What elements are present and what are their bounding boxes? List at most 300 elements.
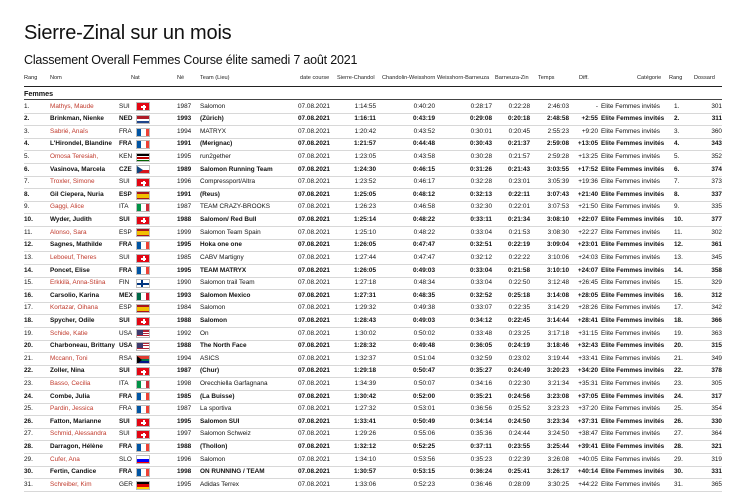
- cell-nom: Omosa Teresiah,: [50, 153, 99, 161]
- cell-team: MATRYX: [200, 127, 227, 135]
- cell-ne: 1989: [177, 165, 192, 173]
- cell-categorie: Elite Femmes invités: [601, 216, 665, 224]
- cell-weisshorn-barneuza: 0:28:17: [470, 102, 492, 110]
- page-title: Sierre-Zinal sur un mois: [24, 22, 232, 44]
- cell-category-rang: 2.: [674, 115, 680, 123]
- table-row: [24, 315, 722, 328]
- cell-chandolin-weisshorn: 0:49:48: [412, 342, 435, 350]
- cell-barneuza-zinal: 0:22:01: [508, 203, 530, 211]
- cell-nom: Fatton, Marianne: [50, 417, 102, 425]
- cell-barneuza-zinal: 0:22:39: [508, 455, 530, 463]
- cell-nat: ESP: [119, 190, 132, 198]
- cell-rang: 3.: [24, 127, 30, 135]
- cell-team: run2gether: [200, 153, 231, 161]
- flag-spain-icon: [136, 304, 150, 313]
- cell-sierre-chandolin: 1:29:26: [354, 430, 376, 438]
- section-label: Femmes: [24, 89, 54, 98]
- cell-diff: +13:25: [578, 153, 598, 161]
- cell-diff: +40:05: [578, 455, 598, 463]
- cell-categorie: Elite Femmes invités: [601, 468, 665, 476]
- header-sierre: Sierre-Chandol: [337, 75, 375, 81]
- cell-nat: KEN: [119, 153, 133, 161]
- cell-barneuza-zinal: 0:24:50: [507, 417, 530, 425]
- cell-nat: SUI: [119, 102, 130, 110]
- cell-date: 07.08.2021: [298, 342, 330, 350]
- cell-nat: ITA: [119, 380, 129, 387]
- cell-date: 07.08.2021: [298, 480, 330, 488]
- cell-ne: 1995: [177, 153, 192, 161]
- cell-chandolin-weisshorn: 0:46:58: [413, 203, 435, 211]
- cell-dossard: 301: [711, 102, 722, 110]
- cell-categorie: Elite Femmes invités: [601, 455, 660, 463]
- cell-category-rang: 25.: [674, 405, 683, 413]
- cell-sierre-chandolin: 1:25:14: [353, 216, 376, 224]
- cell-weisshorn-barneuza: 0:37:11: [470, 443, 492, 451]
- cell-barneuza-zinal: 0:22:22: [508, 253, 530, 261]
- cell-category-rang: 17.: [674, 304, 683, 312]
- cell-temps: 3:14:08: [546, 291, 569, 299]
- cell-date: 07.08.2021: [298, 153, 330, 161]
- cell-nat: FRA: [119, 443, 133, 451]
- cell-sierre-chandolin: 1:24:30: [353, 165, 376, 173]
- cell-team: Compressport/Altra: [200, 178, 256, 186]
- cell-date: 07.08.2021: [298, 304, 330, 312]
- cell-rang: 8.: [24, 190, 30, 198]
- cell-dossard: 358: [711, 266, 722, 274]
- cell-barneuza-zinal: 0:24:44: [508, 430, 530, 438]
- table-row: [24, 391, 722, 404]
- cell-diff: +21:50: [578, 203, 598, 211]
- cell-ne: 1991: [177, 140, 192, 148]
- flag-spain-icon: [136, 191, 150, 200]
- cell-sierre-chandolin: 1:23:05: [354, 153, 376, 161]
- cell-nom: Pardin, Jessica: [50, 405, 94, 413]
- cell-chandolin-weisshorn: 0:49:03: [412, 316, 435, 324]
- cell-date: 07.08.2021: [298, 165, 330, 173]
- cell-nom: Gaggi, Alice: [50, 203, 85, 211]
- cell-categorie: Elite Femmes invités: [601, 367, 665, 375]
- cell-ne: 1988: [177, 443, 192, 451]
- cell-nat: SUI: [119, 430, 130, 438]
- cell-diff: +37:31: [577, 417, 598, 425]
- cell-weisshorn-barneuza: 0:30:01: [470, 127, 492, 135]
- cell-dossard: 360: [711, 127, 722, 135]
- cell-nom: Alonso, Sara: [50, 228, 87, 236]
- table-row: [24, 278, 722, 291]
- cell-team: ASICS: [200, 354, 220, 362]
- cell-categorie: Elite Femmes invités: [601, 241, 665, 249]
- cell-nom: Schide, Katie: [50, 329, 88, 337]
- cell-team: Salomon/ Red Bull: [200, 216, 257, 224]
- cell-temps: 3:18:46: [546, 342, 569, 350]
- cell-temps: 3:17:18: [547, 329, 569, 337]
- cell-barneuza-zinal: 0:25:18: [507, 291, 530, 299]
- cell-temps: 3:23:34: [546, 417, 569, 425]
- cell-barneuza-zinal: 0:25:41: [507, 468, 530, 476]
- cell-dossard: 364: [711, 430, 722, 438]
- header-dossard: Dossard: [694, 75, 715, 81]
- cell-ne: 1987: [177, 367, 192, 375]
- cell-chandolin-weisshorn: 0:49:03: [412, 266, 435, 274]
- cell-dossard: 305: [711, 380, 722, 387]
- cell-category-rang: 4.: [674, 140, 680, 148]
- cell-nom: Schreiber, Kim: [50, 480, 92, 488]
- flag-slovenia-icon: [136, 455, 150, 464]
- cell-nom: Charboneau, Brittany: [50, 342, 115, 350]
- cell-diff: +28:05: [577, 291, 598, 299]
- cell-barneuza-zinal: 0:23:02: [508, 354, 530, 362]
- cell-temps: 3:07:53: [547, 203, 569, 211]
- cell-diff: +2:55: [581, 115, 598, 123]
- cell-nat: ESP: [119, 304, 132, 312]
- cell-categorie: Elite Femmes invités: [601, 190, 665, 198]
- cell-categorie: Elite Femmes invités: [601, 405, 660, 413]
- cell-nom: Wyder, Judith: [50, 216, 92, 224]
- cell-date: 07.08.2021: [298, 266, 330, 274]
- cell-diff: +28:26: [578, 304, 598, 312]
- cell-barneuza-zinal: 0:22:28: [508, 102, 530, 110]
- cell-weisshorn-barneuza: 0:32:59: [470, 354, 492, 362]
- header-chandolin: Chandolin-Weisshorn: [382, 75, 436, 81]
- cell-date: 07.08.2021: [298, 380, 330, 387]
- cell-ne: 1985: [177, 392, 192, 400]
- cell-category-rang: 5.: [674, 153, 680, 161]
- cell-weisshorn-barneuza: 0:35:23: [470, 455, 492, 463]
- cell-temps: 2:46:03: [547, 102, 569, 110]
- cell-categorie: Elite Femmes invités: [601, 417, 665, 425]
- table-row: [24, 341, 722, 354]
- cell-rang: 2.: [24, 115, 30, 123]
- cell-team: On: [200, 329, 209, 337]
- header-team: Team (Lieu): [200, 75, 230, 81]
- cell-dossard: 352: [711, 153, 722, 161]
- cell-categorie: Elite Femmes invités: [601, 443, 665, 451]
- cell-date: 07.08.2021: [298, 127, 330, 135]
- cell-weisshorn-barneuza: 0:33:11: [470, 216, 492, 224]
- cell-team: Salomon: [200, 102, 226, 110]
- cell-category-rang: 31.: [674, 480, 683, 488]
- cell-rang: 11.: [24, 228, 33, 236]
- cell-weisshorn-barneuza: 0:36:05: [469, 342, 492, 350]
- cell-dossard: 319: [711, 455, 722, 463]
- cell-categorie: Elite Femmes invités: [601, 342, 665, 350]
- cell-chandolin-weisshorn: 0:48:12: [412, 190, 435, 198]
- cell-team: (Reus): [200, 190, 220, 198]
- cell-rang: 15.: [24, 279, 33, 287]
- header-nom: Nom: [50, 75, 62, 81]
- cell-team: Salomon Team Spain: [200, 228, 261, 236]
- cell-ne: 1992: [177, 329, 192, 337]
- cell-chandolin-weisshorn: 0:48:34: [413, 279, 435, 287]
- cell-diff: -: [595, 102, 598, 110]
- table-row: [24, 378, 722, 391]
- cell-nat: FRA: [119, 241, 133, 249]
- cell-barneuza-zinal: 0:21:58: [507, 266, 530, 274]
- header-rang: Rang: [24, 75, 38, 81]
- cell-category-rang: 19.: [674, 329, 683, 337]
- cell-rang: 29.: [24, 455, 33, 463]
- cell-dossard: 315: [711, 342, 722, 350]
- cell-weisshorn-barneuza: 0:32:30: [470, 203, 492, 211]
- cell-rang: 21.: [24, 354, 33, 362]
- header-weisshorn: Weisshorn-Barneuza: [437, 75, 490, 81]
- cell-team: Salomon SUI: [200, 417, 240, 425]
- header-nat: Nat: [131, 75, 140, 81]
- cell-nat: USA: [119, 342, 133, 350]
- cell-sierre-chandolin: 1:27:44: [354, 253, 376, 261]
- cell-weisshorn-barneuza: 0:36:56: [470, 405, 492, 413]
- cell-diff: +37:05: [577, 392, 598, 400]
- cell-ne: 1993: [177, 291, 192, 299]
- cell-temps: 3:23:23: [547, 405, 569, 413]
- cell-nat: FRA: [119, 405, 132, 413]
- cell-team: TEAM CRAZY-BROOKS: [200, 203, 271, 211]
- flag-france-icon: [136, 128, 150, 137]
- cell-categorie: Elite Femmes invités: [601, 316, 665, 324]
- cell-categorie: Elite Femmes invités: [601, 115, 665, 123]
- cell-ne: 1994: [177, 354, 192, 362]
- cell-weisshorn-barneuza: 0:33:04: [469, 266, 492, 274]
- cell-sierre-chandolin: 1:32:37: [354, 354, 376, 362]
- cell-team: (Thollon): [200, 443, 228, 451]
- table-row: [24, 416, 722, 429]
- cell-nat: SUI: [119, 216, 130, 224]
- cell-diff: +24:07: [577, 266, 598, 274]
- cell-ne: 1985: [177, 253, 192, 261]
- cell-ne: 1987: [177, 203, 192, 211]
- cell-rang: 22.: [24, 367, 33, 375]
- cell-category-rang: 3.: [674, 127, 680, 135]
- cell-nom: Troxler, Simone: [50, 178, 95, 186]
- cell-categorie: Elite Femmes invités: [601, 392, 665, 400]
- cell-dossard: 302: [711, 228, 722, 236]
- cell-rang: 12.: [24, 241, 33, 249]
- cell-nom: Brinkman, Nienke: [50, 115, 104, 123]
- cell-category-rang: 11.: [674, 228, 683, 236]
- cell-nom: Gil Ciepera, Nuria: [50, 190, 104, 198]
- cell-category-rang: 7.: [674, 178, 680, 186]
- cell-barneuza-zinal: 0:20:45: [508, 127, 530, 135]
- table-row: [24, 177, 722, 190]
- cell-nom: Erkkilä, Anna-Stiina: [50, 279, 106, 287]
- cell-temps: 3:14:29: [547, 304, 569, 312]
- table-row: [24, 353, 722, 366]
- cell-sierre-chandolin: 1:28:32: [353, 342, 376, 350]
- cell-diff: +22:27: [578, 228, 598, 236]
- flag-switzerland-icon: [136, 102, 150, 111]
- page-subtitle: Classement Overall Femmes Course élite samedi 7 août 2021: [24, 53, 358, 67]
- flag-switzerland-icon: [136, 216, 150, 225]
- cell-temps: 3:26:17: [546, 468, 569, 476]
- header-categorie: Catégorie: [637, 75, 662, 81]
- cell-sierre-chandolin: 1:29:18: [353, 367, 376, 375]
- cell-ne: 1995: [177, 266, 192, 274]
- cell-category-rang: 14.: [674, 266, 683, 274]
- table-row: [24, 303, 722, 316]
- cell-team: TEAM MATRYX: [200, 266, 247, 274]
- cell-categorie: Elite Femmes invités: [601, 178, 660, 186]
- cell-barneuza-zinal: 0:22:11: [508, 190, 530, 198]
- cell-diff: +21:40: [577, 190, 598, 198]
- cell-category-rang: 26.: [674, 417, 683, 425]
- cell-date: 07.08.2021: [298, 253, 330, 261]
- cell-category-rang: 18.: [674, 316, 683, 324]
- cell-diff: +22:07: [577, 216, 598, 224]
- cell-barneuza-zinal: 0:28:09: [508, 480, 530, 488]
- cell-rang: 5.: [24, 153, 30, 161]
- cell-team: ON RUNNING / TEAM: [200, 468, 265, 476]
- cell-categorie: Elite Femmes invités: [601, 329, 660, 337]
- cell-diff: +39:41: [577, 443, 598, 451]
- cell-weisshorn-barneuza: 0:32:28: [470, 178, 492, 186]
- cell-team: CABV Martigny: [200, 253, 244, 261]
- cell-weisshorn-barneuza: 0:29:08: [469, 115, 492, 123]
- cell-ne: 1996: [177, 455, 192, 463]
- cell-dossard: 317: [711, 392, 722, 400]
- cell-sierre-chandolin: 1:26:05: [353, 266, 376, 274]
- cell-ne: 1990: [177, 279, 192, 287]
- cell-nat: SUI: [119, 178, 130, 186]
- cell-date: 07.08.2021: [298, 241, 330, 249]
- cell-weisshorn-barneuza: 0:30:28: [470, 153, 492, 161]
- cell-temps: 3:08:30: [547, 228, 569, 236]
- cell-category-rang: 23.: [674, 380, 683, 387]
- cell-rang: 1.: [24, 102, 30, 110]
- cell-weisshorn-barneuza: 0:32:13: [469, 190, 492, 198]
- cell-categorie: Elite Femmes invités: [601, 380, 660, 387]
- cell-temps: 3:19:44: [547, 354, 569, 362]
- cell-category-rang: 6.: [674, 165, 680, 173]
- cell-barneuza-zinal: 0:25:52: [508, 405, 530, 413]
- cell-weisshorn-barneuza: 0:30:43: [469, 140, 492, 148]
- cell-ne: 1998: [177, 468, 192, 476]
- cell-weisshorn-barneuza: 0:33:07: [470, 304, 492, 312]
- cell-temps: 3:07:43: [546, 190, 569, 198]
- flag-switzerland-icon: [136, 317, 150, 326]
- cell-dossard: 331: [711, 468, 722, 476]
- flag-switzerland-icon: [136, 367, 150, 376]
- cell-chandolin-weisshorn: 0:50:07: [413, 380, 435, 387]
- table-row: [24, 240, 722, 253]
- cell-nom: Carsolio, Karina: [50, 291, 100, 299]
- cell-diff: +24:03: [578, 253, 598, 261]
- cell-date: 07.08.2021: [298, 392, 330, 400]
- cell-dossard: 330: [711, 417, 722, 425]
- cell-rang: 25.: [24, 405, 33, 413]
- cell-chandolin-weisshorn: 0:53:01: [413, 405, 435, 413]
- cell-barneuza-zinal: 0:22:30: [508, 380, 530, 387]
- flag-france-icon: [136, 468, 150, 477]
- cell-categorie: Elite Femmes invités: [601, 253, 660, 261]
- cell-diff: +26:45: [578, 279, 598, 287]
- header-temps: Temps: [538, 75, 555, 81]
- flag-germany-icon: [136, 481, 150, 490]
- cell-team: (La Buisse): [200, 392, 235, 400]
- cell-ne: 1999: [177, 228, 192, 236]
- flag-italy-icon: [136, 380, 150, 389]
- cell-date: 07.08.2021: [298, 216, 330, 224]
- cell-temps: 3:08:10: [546, 216, 569, 224]
- cell-chandolin-weisshorn: 0:52:00: [412, 392, 435, 400]
- cell-ne: 1994: [177, 127, 192, 135]
- cell-category-rang: 22.: [674, 367, 683, 375]
- cell-nom: Spycher, Odile: [50, 316, 95, 324]
- cell-barneuza-zinal: 0:21:53: [508, 228, 530, 236]
- cell-nom: Mathys, Maude: [50, 102, 94, 110]
- cell-diff: +23:01: [577, 241, 598, 249]
- cell-sierre-chandolin: 1:27:31: [353, 291, 376, 299]
- cell-team: Salomon: [200, 316, 227, 324]
- cell-temps: 2:59:28: [547, 153, 569, 161]
- flag-finland-icon: [136, 279, 150, 288]
- cell-rang: 23.: [24, 380, 33, 387]
- cell-rang: 24.: [24, 392, 33, 400]
- cell-date: 07.08.2021: [298, 228, 330, 236]
- cell-category-rang: 1.: [674, 102, 680, 110]
- cell-weisshorn-barneuza: 0:32:51: [469, 241, 492, 249]
- cell-ne: 1995: [177, 417, 192, 425]
- cell-weisshorn-barneuza: 0:36:46: [470, 480, 492, 488]
- cell-weisshorn-barneuza: 0:33:48: [470, 329, 492, 337]
- cell-category-rang: 24.: [674, 392, 683, 400]
- cell-team: La sportiva: [200, 405, 232, 413]
- cell-date: 07.08.2021: [298, 140, 330, 148]
- cell-nom: Zoller, Nina: [50, 367, 85, 375]
- flag-usa-icon: [136, 329, 150, 338]
- cell-category-rang: 20.: [674, 342, 683, 350]
- cell-sierre-chandolin: 1:34:10: [354, 455, 376, 463]
- cell-dossard: 337: [711, 190, 722, 198]
- cell-nat: FRA: [119, 266, 133, 274]
- cell-barneuza-zinal: 0:21:57: [508, 153, 530, 161]
- cell-dossard: 373: [711, 178, 722, 186]
- cell-barneuza-zinal: 0:24:49: [507, 367, 530, 375]
- cell-sierre-chandolin: 1:20:42: [354, 127, 376, 135]
- cell-nom: Poncet, Elise: [50, 266, 90, 274]
- cell-sierre-chandolin: 1:33:06: [354, 480, 376, 488]
- cell-rang: 30.: [24, 468, 33, 476]
- flag-france-icon: [136, 266, 150, 275]
- cell-categorie: Elite Femmes invités: [601, 102, 660, 110]
- cell-date: 07.08.2021: [298, 291, 330, 299]
- cell-category-rang: 28.: [674, 443, 683, 451]
- cell-diff: +31:15: [578, 329, 598, 337]
- cell-nom: Combe, Julia: [50, 392, 90, 400]
- table-row: [24, 328, 722, 341]
- table-row: [24, 467, 722, 480]
- cell-chandolin-weisshorn: 0:48:35: [412, 291, 435, 299]
- table-row: [24, 114, 722, 127]
- table-row: [24, 151, 722, 164]
- table-row: [24, 214, 722, 227]
- cell-ne: 1995: [177, 241, 192, 249]
- cell-nat: SUI: [119, 316, 130, 324]
- cell-chandolin-weisshorn: 0:43:19: [412, 115, 435, 123]
- cell-date: 07.08.2021: [298, 430, 330, 438]
- cell-nom: Cufer, Ana: [50, 455, 80, 463]
- cell-diff: +32:43: [577, 342, 598, 350]
- cell-dossard: 312: [711, 291, 722, 299]
- cell-sierre-chandolin: 1:30:57: [353, 468, 376, 476]
- cell-nom: Vasinova, Marcela: [50, 165, 106, 173]
- cell-categorie: Elite Femmes invités: [601, 153, 660, 161]
- cell-categorie: Elite Femmes invités: [601, 480, 660, 488]
- cell-dossard: 335: [711, 203, 722, 211]
- cell-barneuza-zinal: 0:22:45: [507, 316, 530, 324]
- cell-chandolin-weisshorn: 0:50:47: [412, 367, 435, 375]
- flag-switzerland-icon: [136, 254, 150, 263]
- cell-diff: +37:20: [578, 405, 598, 413]
